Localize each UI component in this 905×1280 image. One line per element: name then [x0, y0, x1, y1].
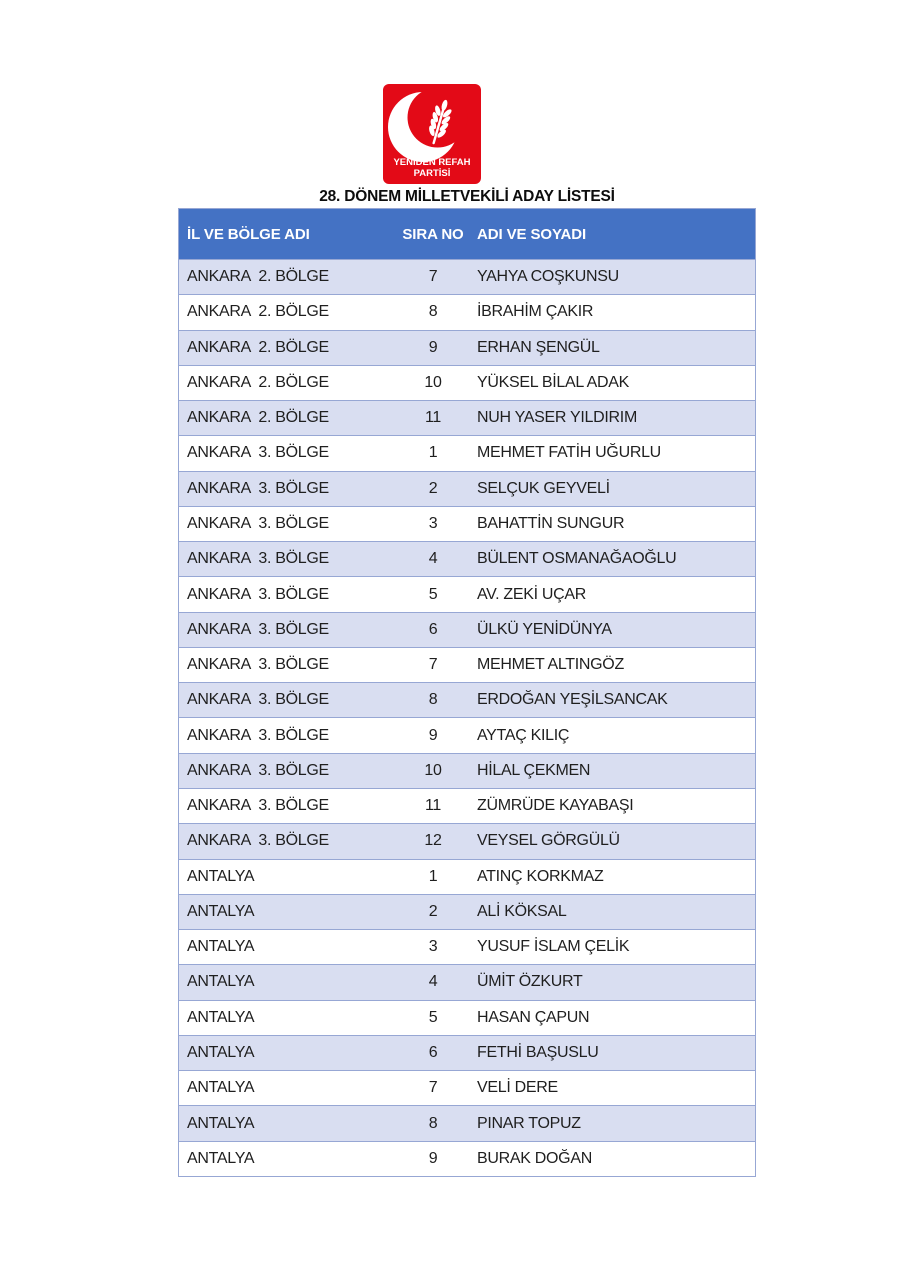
table-row [179, 753, 755, 788]
name-cell: İBRAHİM ÇAKIR [477, 303, 594, 321]
crescent-and-wheat-icon [383, 84, 481, 184]
table-header-row [179, 209, 755, 259]
sira-no-cell: 4 [428, 973, 438, 991]
region-cell: ANTALYA [187, 1043, 255, 1061]
region-cell: ANKARA 3. BÖLGE [187, 479, 329, 497]
candidate-table [178, 208, 756, 1177]
name-cell: BAHATTİN SUNGUR [477, 514, 625, 532]
table-row [179, 330, 755, 365]
region-cell: ANTALYA [187, 1149, 255, 1167]
region-cell: ANTALYA [187, 902, 255, 920]
name-cell: VEYSEL GÖRGÜLÜ [477, 832, 620, 850]
name-cell: AYTAÇ KILIÇ [477, 726, 570, 744]
table-row [179, 576, 755, 611]
sira-no-cell: 8 [428, 691, 438, 709]
table-row [179, 612, 755, 647]
table-row [179, 506, 755, 541]
table-body [179, 259, 755, 1176]
region-cell: ANKARA 3. BÖLGE [187, 514, 329, 532]
sira-no-cell: 9 [428, 726, 438, 744]
table-row [179, 1105, 755, 1140]
region-cell: ANKARA 3. BÖLGE [187, 550, 329, 568]
region-cell: ANTALYA [187, 938, 255, 956]
region-cell: ANTALYA [187, 1114, 255, 1132]
column-header-name: ADI VE SOYADI [477, 225, 587, 243]
sira-no-cell: 9 [428, 338, 438, 356]
region-cell: ANKARA 3. BÖLGE [187, 832, 329, 850]
sira-no-cell: 7 [428, 656, 438, 674]
table-row [179, 859, 755, 894]
table-row [179, 964, 755, 999]
sira-no-cell: 5 [428, 585, 438, 603]
sira-no-cell: 7 [428, 1079, 438, 1097]
name-cell: HASAN ÇAPUN [477, 1008, 590, 1026]
region-cell: ANKARA 3. BÖLGE [187, 797, 329, 815]
table-row [179, 1141, 755, 1176]
name-cell: ÜMİT ÖZKURT [477, 973, 583, 991]
sira-no-cell: 7 [428, 268, 438, 286]
name-cell: MEHMET ALTINGÖZ [477, 656, 624, 674]
sira-no-cell: 8 [428, 1114, 438, 1132]
sira-no-cell: 9 [428, 1149, 438, 1167]
name-cell: ERHAN ŞENGÜL [477, 338, 600, 356]
name-cell: MEHMET FATİH UĞURLU [477, 444, 661, 462]
name-cell: YAHYA COŞKUNSU [477, 268, 619, 286]
column-header-sira-no: SIRA NO [402, 225, 464, 243]
sira-no-cell: 10 [424, 373, 442, 391]
name-cell: BÜLENT OSMANAĞAOĞLU [477, 550, 677, 568]
region-cell: ANTALYA [187, 1008, 255, 1026]
party-name-line2: PARTİSİ [413, 168, 451, 179]
party-logo [383, 84, 481, 184]
table-row [179, 541, 755, 576]
region-cell: ANTALYA [187, 867, 255, 885]
table-row [179, 471, 755, 506]
sira-no-cell: 8 [428, 303, 438, 321]
name-cell: ATINÇ KORKMAZ [477, 867, 604, 885]
table-row [179, 400, 755, 435]
sira-no-cell: 2 [428, 902, 438, 920]
name-cell: HİLAL ÇEKMEN [477, 761, 591, 779]
sira-no-cell: 11 [424, 409, 441, 427]
name-cell: ÜLKÜ YENİDÜNYA [477, 620, 612, 638]
table-row [179, 365, 755, 400]
name-cell: NUH YASER YILDIRIM [477, 409, 637, 427]
region-cell: ANKARA 2. BÖLGE [187, 373, 329, 391]
region-cell: ANKARA 3. BÖLGE [187, 444, 329, 462]
name-cell: SELÇUK GEYVELİ [477, 479, 610, 497]
sira-no-cell: 3 [428, 514, 438, 532]
name-cell: ALİ KÖKSAL [477, 902, 567, 920]
name-cell: BURAK DOĞAN [477, 1149, 592, 1167]
name-cell: AV. ZEKİ UÇAR [477, 585, 587, 603]
sira-no-cell: 6 [428, 620, 438, 638]
party-name-line1: YENİDEN REFAH [393, 157, 471, 168]
table-row [179, 1000, 755, 1035]
sira-no-cell: 4 [428, 550, 438, 568]
sira-no-cell: 12 [424, 832, 442, 850]
name-cell: ZÜMRÜDE KAYABAŞI [477, 797, 634, 815]
table-row [179, 929, 755, 964]
sira-no-cell: 11 [424, 797, 441, 815]
name-cell: ERDOĞAN YEŞİLSANCAK [477, 691, 668, 709]
region-cell: ANKARA 3. BÖLGE [187, 585, 329, 603]
name-cell: FETHİ BAŞUSLU [477, 1043, 599, 1061]
region-cell: ANKARA 3. BÖLGE [187, 726, 329, 744]
table-row [179, 788, 755, 823]
table-row [179, 823, 755, 858]
table-row [179, 682, 755, 717]
table-row [179, 294, 755, 329]
table-row [179, 894, 755, 929]
sira-no-cell: 1 [428, 867, 438, 885]
table-row [179, 647, 755, 682]
table-row [179, 435, 755, 470]
name-cell: VELİ DERE [477, 1079, 558, 1097]
name-cell: PINAR TOPUZ [477, 1114, 581, 1132]
sira-no-cell: 10 [424, 761, 442, 779]
sira-no-cell: 3 [428, 938, 438, 956]
region-cell: ANKARA 2. BÖLGE [187, 409, 329, 427]
sira-no-cell: 2 [428, 479, 438, 497]
region-cell: ANKARA 3. BÖLGE [187, 691, 329, 709]
region-cell: ANKARA 2. BÖLGE [187, 268, 329, 286]
region-cell: ANKARA 2. BÖLGE [187, 303, 329, 321]
region-cell: ANTALYA [187, 973, 255, 991]
name-cell: YÜKSEL BİLAL ADAK [477, 373, 630, 391]
region-cell: ANKARA 3. BÖLGE [187, 656, 329, 674]
page-title: 28. DÖNEM MİLLETVEKİLİ ADAY LİSTESİ [319, 188, 615, 205]
sira-no-cell: 6 [428, 1043, 438, 1061]
table-row [179, 717, 755, 752]
table-row [179, 1035, 755, 1070]
region-cell: ANKARA 3. BÖLGE [187, 620, 329, 638]
region-cell: ANTALYA [187, 1079, 255, 1097]
table-row [179, 1070, 755, 1105]
region-cell: ANKARA 2. BÖLGE [187, 338, 329, 356]
column-header-region: İL VE BÖLGE ADI [187, 225, 310, 243]
region-cell: ANKARA 3. BÖLGE [187, 761, 329, 779]
sira-no-cell: 5 [428, 1008, 438, 1026]
sira-no-cell: 1 [428, 444, 438, 462]
name-cell: YUSUF İSLAM ÇELİK [477, 938, 630, 956]
table-row [179, 259, 755, 294]
